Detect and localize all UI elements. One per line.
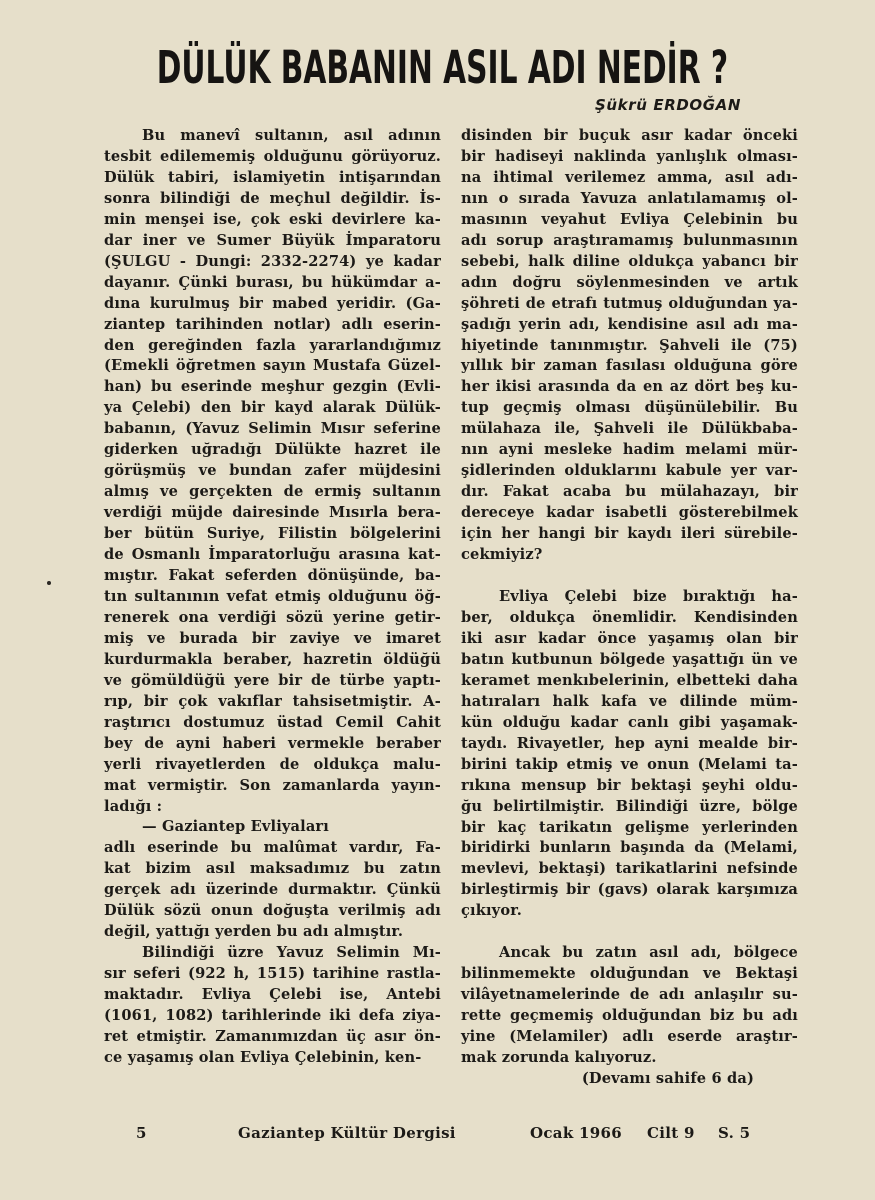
margin-speck bbox=[47, 581, 51, 585]
text-line: mat vermiştir. Son zamanlarda yayın- bbox=[104, 776, 441, 794]
text-line: ziantep tarihinden notlar) adlı eserin- bbox=[104, 315, 441, 333]
text-line: sebebi, halk diline oldukça yabancı bir bbox=[461, 252, 798, 270]
text-line: babanın, (Yavuz Selimin Mısır seferine bbox=[104, 420, 441, 438]
text-line: şadığı yerin adı, kendisine asıl adı ma- bbox=[461, 315, 798, 333]
text-line: adlı eserinde bu malûmat vardır, Fa- bbox=[104, 839, 441, 857]
text-line: Bu manevî sultanın, asıl adının bbox=[142, 127, 441, 144]
text-line: Ancak bu zatın asıl adı, bölgece bbox=[499, 944, 798, 962]
text-line: tın sultanının vefat etmiş olduğunu öğ- bbox=[104, 587, 441, 605]
text-line: hatıraları halk kafa ve dilinde müm- bbox=[461, 692, 798, 710]
text-line: kurdurmakla beraber, hazretin öldüğü bbox=[104, 650, 441, 668]
text-line: biridirki bunların başında da (Melami, bbox=[461, 839, 798, 857]
continued-note: (Devamı sahife 6 da) bbox=[581, 1069, 754, 1087]
text-line: şöhreti de etrafı tutmuş olduğundan ya- bbox=[461, 294, 798, 312]
text-line: şidlerinden olduklarını kabule yer var- bbox=[461, 462, 798, 480]
text-line: nın o sırada Yavuza anlatılamamış ol- bbox=[461, 189, 798, 207]
text-line: birleştirmiş bir (gavs) olarak karşımıza bbox=[461, 881, 798, 899]
text-line: den gereğinden fazla yararlandığımız bbox=[104, 336, 441, 354]
text-line: Bilindiği üzre Yavuz Selimin Mı- bbox=[142, 944, 441, 962]
text-line: iki asır kadar önce yaşamış olan bir bbox=[461, 629, 798, 647]
text-line: masının veyahut Evliya Çelebinin bu bbox=[461, 210, 798, 228]
text-line: miş ve burada bir zaviye ve imaret bbox=[104, 629, 441, 647]
text-line: nın ayni mesleke hadim melami mür- bbox=[461, 441, 798, 459]
footer-volume: Cilt 9 bbox=[647, 1124, 695, 1142]
text-line: giderken uğradığı Dülükte hazret ile bbox=[104, 441, 441, 459]
text-line: sonra bilindiği de meçhul değildir. İs- bbox=[104, 189, 441, 207]
text-line: bir kaç tarikatın gelişme yerlerinden bbox=[461, 818, 798, 836]
text-line: rette geçmemiş olduğundan biz bu adı bbox=[461, 1007, 798, 1025]
text-line: bey de ayni haberi vermekle beraber bbox=[104, 734, 441, 752]
text-line: keramet menkıbelerinin, elbetteki daha bbox=[461, 671, 798, 689]
text-line: ber bütün Suriye, Filistin bölgelerini bbox=[104, 525, 441, 543]
text-line: değil, yattığı yerden bu adı almıştır. bbox=[104, 923, 404, 941]
text-line: (Emekli öğretmen sayın Mustafa Güzel- bbox=[104, 357, 441, 375]
text-line: rıkına mensup bir bektaşi şeyhi oldu- bbox=[461, 776, 798, 794]
text-line: han) bu eserinde meşhur gezgin (Evli- bbox=[104, 378, 441, 396]
text-line: yine (Melamiler) adlı eserde araştır- bbox=[461, 1028, 798, 1046]
text-line: batın kutbunun bölgede yaşattığı ün ve bbox=[461, 650, 798, 668]
text-line: tesbit edilememiş olduğunu görüyoruz. bbox=[104, 147, 441, 165]
text-line: disinden bir buçuk asır kadar önceki bbox=[461, 127, 798, 144]
text-line: dar iner ve Sumer Büyük İmparatoru bbox=[104, 231, 441, 249]
text-line: ve gömüldüğü yere bir de türbe yaptı- bbox=[104, 671, 441, 689]
footer-issue: S. 5 bbox=[718, 1124, 751, 1142]
text-line: rıp, bir çok vakıflar tahsisetmiştir. A- bbox=[104, 692, 441, 710]
text-line: ladığı : bbox=[104, 797, 163, 815]
text-line: ber, oldukça önemlidir. Kendisinden bbox=[461, 608, 798, 626]
text-line: mevlevi, bektaşi) tarikatlarini nefsinde bbox=[461, 860, 798, 878]
footer-page-number: 5 bbox=[136, 1124, 147, 1142]
text-line: (ŞULGU - Dungi: 2332-2274) ye kadar bbox=[104, 252, 441, 270]
text-line: yerli rivayetlerden de oldukça malu- bbox=[104, 755, 441, 773]
text-line: kat bizim asıl maksadımız bu zatın bbox=[104, 860, 441, 878]
text-line: gerçek adı üzerinde durmaktır. Çünkü bbox=[104, 881, 441, 899]
text-line: yıllık bir zaman fasılası olduğuna göre bbox=[461, 357, 798, 375]
text-line: için her hangi bir kaydı ileri sürebile- bbox=[461, 525, 798, 543]
text-line: dına kurulmuş bir mabed yeridir. (Ga- bbox=[104, 294, 441, 312]
text-line: taydı. Rivayetler, hep ayni mealde bir- bbox=[461, 734, 798, 752]
article-left-column bbox=[104, 126, 441, 1069]
text-line: min menşei ise, çok eski devirlere ka- bbox=[104, 210, 441, 228]
text-line: cekmiyiz? bbox=[461, 546, 543, 564]
text-line: Dülük tabiri, islamiyetin intişarından bbox=[104, 168, 441, 186]
text-line: dereceye kadar isabetli gösterebilmek bbox=[461, 504, 798, 522]
footer-date: Ocak 1966 bbox=[530, 1124, 622, 1142]
text-line: maktadır. Evliya Çelebi ise, Antebi bbox=[104, 986, 441, 1004]
text-line: tup geçmiş olması düşünülebilir. Bu bbox=[461, 399, 798, 417]
text-line: sır seferi (922 h, 1515) tarihine rastla- bbox=[104, 965, 441, 983]
text-line: bir hadiseyi naklinda yanlışlık olması- bbox=[461, 147, 798, 165]
text-line: de Osmanlı İmparatorluğu arasına kat- bbox=[104, 546, 441, 564]
text-line: (1061, 1082) tarihlerinde iki defa ziya- bbox=[104, 1007, 441, 1025]
text-line: ce yaşamış olan Evliya Çelebinin, ken- bbox=[104, 1048, 422, 1066]
text-line: bilinmemekte olduğundan ve Bektaşi bbox=[461, 965, 798, 983]
text-line: verdiği müjde dairesinde Mısırla bera- bbox=[104, 504, 441, 522]
text-line: çıkıyor. bbox=[461, 902, 522, 920]
footer-magazine-name: Gaziantep Kültür Dergisi bbox=[238, 1124, 456, 1142]
text-line: kün olduğu kadar canlı gibi yaşamak- bbox=[461, 713, 798, 731]
text-line: adın doğru söylenmesinden ve artık bbox=[461, 273, 798, 291]
text-line: renerek ona verdiği sözü yerine getir- bbox=[104, 608, 441, 626]
text-line: Evliya Çelebi bize bıraktığı ha- bbox=[499, 588, 798, 606]
article-title: DÜLÜK BABANIN ASIL ADI NEDİR ? bbox=[156, 41, 729, 94]
text-line: hiyetinde tanınmıştır. Şahveli ile (75) bbox=[461, 336, 798, 354]
text-line: vilâyetnamelerinde de adı anlaşılır su- bbox=[461, 986, 798, 1004]
text-line: ya Çelebi) den bir kayd alarak Dülük- bbox=[104, 399, 441, 417]
text-line: her ikisi arasında da en az dört beş ku- bbox=[461, 378, 798, 396]
text-line: görüşmüş ve bundan zafer müjdesini bbox=[104, 462, 441, 480]
text-line: almış ve gerçekten de ermiş sultanın bbox=[104, 483, 441, 501]
text-line: ret etmiştir. Zamanımızdan üç asır ön- bbox=[104, 1027, 441, 1045]
text-line: birini takip etmiş ve onun (Melami ta- bbox=[461, 755, 798, 773]
article-right-column bbox=[461, 126, 798, 1090]
text-line: mak zorunda kalıyoruz. bbox=[461, 1049, 657, 1067]
article-author: Şükrü ERDOĞAN bbox=[595, 96, 742, 114]
text-line: — Gaziantep Evliyaları bbox=[142, 818, 329, 836]
text-line: dayanır. Çünki burası, bu hükümdar a- bbox=[104, 273, 441, 291]
text-line: mıştır. Fakat seferden dönüşünde, ba- bbox=[104, 567, 441, 585]
text-line: dır. Fakat acaba bu mülahazayı, bir bbox=[461, 483, 798, 501]
text-line: adı sorup araştıramamış bulunmasının bbox=[461, 231, 798, 249]
text-line: mülahaza ile, Şahveli ile Dülükbaba- bbox=[461, 420, 798, 438]
text-line: na ihtimal verilemez amma, asıl adı- bbox=[461, 168, 798, 186]
text-line: raştırıcı dostumuz üstad Cemil Cahit bbox=[104, 713, 441, 731]
text-line: Dülük sözü onun doğuşta verilmiş adı bbox=[104, 902, 441, 920]
text-line: ğu belirtilmiştir. Bilindiği üzre, bölge bbox=[461, 797, 798, 815]
